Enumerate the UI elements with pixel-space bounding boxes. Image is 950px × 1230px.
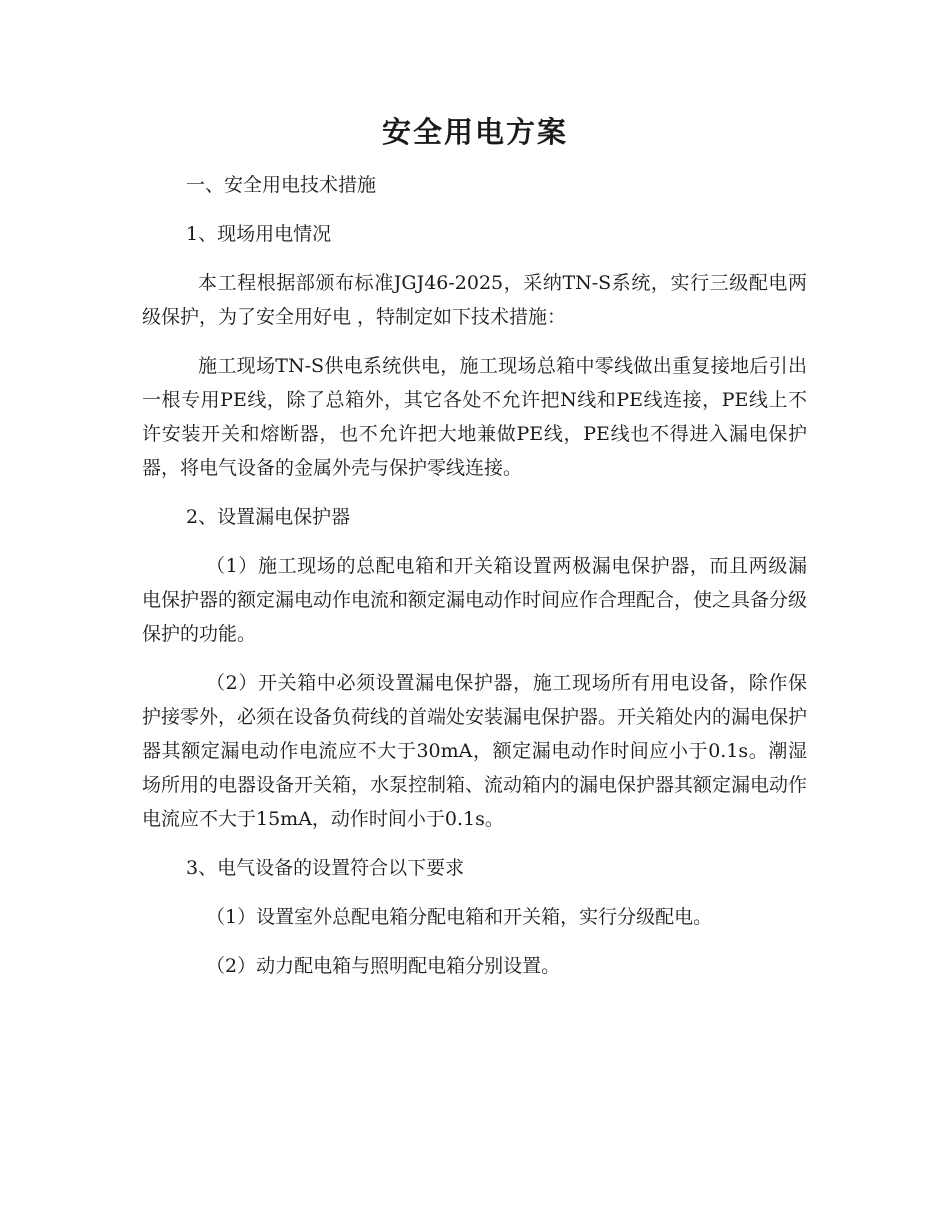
list-item: （2）开关箱中必须设置漏电保护器，施工现场所有用电设备，除作保护接零外，必须在设备负荷线的首端处安装漏电保护器。开关箱处内的漏电保护器其额定漏电动作电流应不大于30mA，额定漏电动作时间应小于0.1s。潮湿场所用的电器设备开关箱，水泵控制箱、流动箱内的漏电保护器其额定漏电动作电流应不大于15mA，动作时间小于0.1s。	[142, 672, 808, 830]
document-body	[142, 168, 807, 998]
list-item: （1）施工现场的总配电箱和开关箱设置两极漏电保护器，而且两级漏电保护器的额定漏电动作电流和额定漏电动作时间应作合理配合，使之具备分级保护的功能。	[142, 555, 808, 645]
list-item: （1）设置室外总配电箱分配电箱和开关箱，实行分级配电。	[206, 906, 713, 928]
subsection-heading: 2、设置漏电保护器	[186, 506, 351, 528]
list-item: （2）动力配电箱与照明配电箱分别设置。	[206, 955, 561, 977]
document-title: 安全用电方案	[381, 115, 568, 149]
paragraph: 施工现场TN-S供电系统供电，施工现场总箱中零线做出重复接地后引出一根专用PE线，除了总箱外，其它各处不允许把N线和PE线连接，PE线上不许安装开关和熔断器，也不允许把大地兼做PE线，PE线也不得进入漏电保护器，将电气设备的金属外壳与保护零线连接。	[142, 355, 807, 479]
subsection-heading: 1、现场用电情况	[186, 223, 332, 245]
subsection-heading: 3、电气设备的设置符合以下要求	[186, 857, 465, 879]
section-heading: 一、安全用电技术措施	[186, 174, 377, 196]
paragraph: 本工程根据部颁布标准JGJ46-2025，采纳TN-S系统，实行三级配电两级保护，为了安全用好电 ，特制定如下技术措施：	[142, 272, 807, 328]
